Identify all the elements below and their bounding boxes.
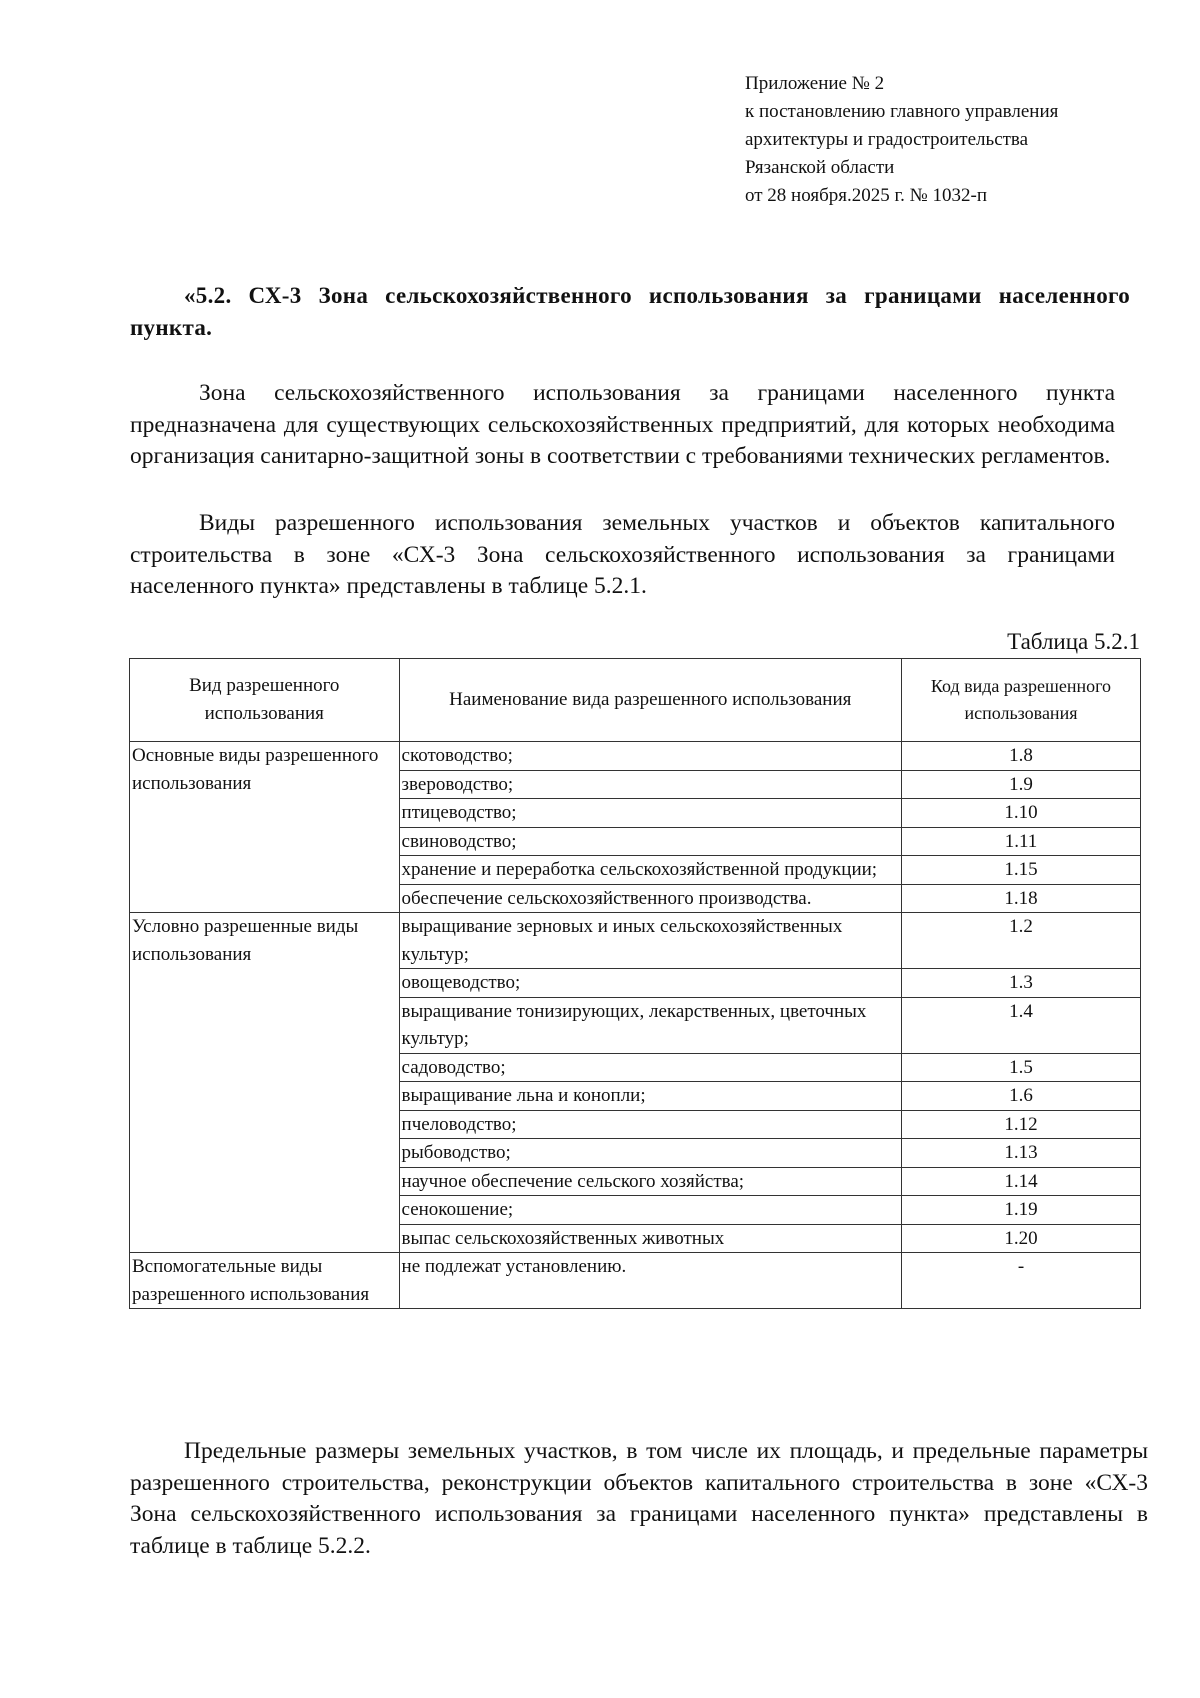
use-code-cell: 1.13 <box>901 1139 1140 1168</box>
use-name-cell: не подлежат установлению. <box>399 1253 901 1309</box>
use-name-cell: птицеводство; <box>399 799 901 828</box>
use-category-cell: Основные виды разрешенного использования <box>130 742 400 913</box>
use-name-cell: звероводство; <box>399 770 901 799</box>
use-code-cell: 1.2 <box>901 913 1140 969</box>
use-name-cell: научное обеспечение сельского хозяйства; <box>399 1167 901 1196</box>
attachment-line: архитектуры и градостроительства <box>745 129 1029 150</box>
use-code-cell: 1.9 <box>901 770 1140 799</box>
attachment-line: к постановлению главного управления <box>745 101 1059 122</box>
attachment-line: от 28 ноября.2025 г. № 1032-п <box>745 185 988 206</box>
use-code-cell: 1.19 <box>901 1196 1140 1225</box>
table-row <box>130 913 1141 969</box>
use-code-cell: 1.12 <box>901 1110 1140 1139</box>
use-code-cell: - <box>901 1253 1140 1309</box>
section-title: «5.2. СХ-3 Зона сельскохозяйственного использования за границами населенного пункта. <box>130 283 1130 340</box>
table-row <box>130 742 1141 771</box>
use-name-cell: выращивание тонизирующих, лекарственных, цветочных культур; <box>399 997 901 1053</box>
use-name-cell: выпас сельскохозяйственных животных <box>399 1224 901 1253</box>
paragraph-permitted-uses-intro: Виды разрешенного использования земельных участков и объектов капитального строительства в зоне «СХ-3 Зона сельскохозяйственного использования за границами населенного пункта» представлены в таблице 5.2.1. <box>130 510 1115 599</box>
use-name-cell: свиноводство; <box>399 827 901 856</box>
use-name-cell: садоводство; <box>399 1053 901 1082</box>
use-name-cell: сенокошение; <box>399 1196 901 1225</box>
table-header-row <box>130 659 1141 742</box>
use-name-cell: выращивание льна и конопли; <box>399 1082 901 1111</box>
use-code-cell: 1.3 <box>901 969 1140 998</box>
use-code-cell: 1.14 <box>901 1167 1140 1196</box>
use-category-cell: Вспомогательные виды разрешенного использования <box>130 1253 400 1309</box>
use-code-cell: 1.4 <box>901 997 1140 1053</box>
header-use-code: Код вида разрешенного использования <box>901 659 1140 742</box>
paragraph-zone-purpose: Зона сельскохозяйственного использования за границами населенного пункта предназначена для существующих сельскохозяйственных предприятий, для которых необходима организация санитарно-защитной зоны в соответствии с требованиями технических регламентов. <box>130 380 1115 469</box>
table-row <box>130 1253 1141 1309</box>
use-code-cell: 1.5 <box>901 1053 1140 1082</box>
use-name-cell: овощеводство; <box>399 969 901 998</box>
header-use-type: Вид разрешенного использования <box>130 659 400 742</box>
use-name-cell: пчеловодство; <box>399 1110 901 1139</box>
use-code-cell: 1.6 <box>901 1082 1140 1111</box>
table-caption: Таблица 5.2.1 <box>1007 629 1140 654</box>
use-code-cell: 1.15 <box>901 856 1140 885</box>
use-code-cell: 1.8 <box>901 742 1140 771</box>
use-code-cell: 1.20 <box>901 1224 1140 1253</box>
table-body <box>130 742 1141 1309</box>
attachment-header <box>745 70 1165 210</box>
permitted-uses-table <box>129 658 1141 1309</box>
use-code-cell: 1.11 <box>901 827 1140 856</box>
use-name-cell: рыбоводство; <box>399 1139 901 1168</box>
header-use-name: Наименование вида разрешенного использования <box>399 659 901 742</box>
use-code-cell: 1.10 <box>901 799 1140 828</box>
attachment-line: Приложение № 2 <box>745 73 885 94</box>
use-name-cell: обеспечение сельскохозяйственного производства. <box>399 884 901 913</box>
paragraph-limits-intro: Предельные размеры земельных участков, в том числе их площадь, и предельные параметры разрешенного строительства, реконструкции объектов капитального строительства в зоне «СХ-3 Зона сельскохозяйственного использования за границами населенного пункта» представлены в таблице в таблице 5.2.2. <box>130 1438 1148 1559</box>
attachment-line: Рязанской области <box>745 157 895 178</box>
use-code-cell: 1.18 <box>901 884 1140 913</box>
use-name-cell: хранение и переработка сельскохозяйственной продукции; <box>399 856 901 885</box>
use-name-cell: выращивание зерновых и иных сельскохозяйственных культур; <box>399 913 901 969</box>
use-category-cell: Условно разрешенные виды использования <box>130 913 400 1253</box>
use-name-cell: скотоводство; <box>399 742 901 771</box>
